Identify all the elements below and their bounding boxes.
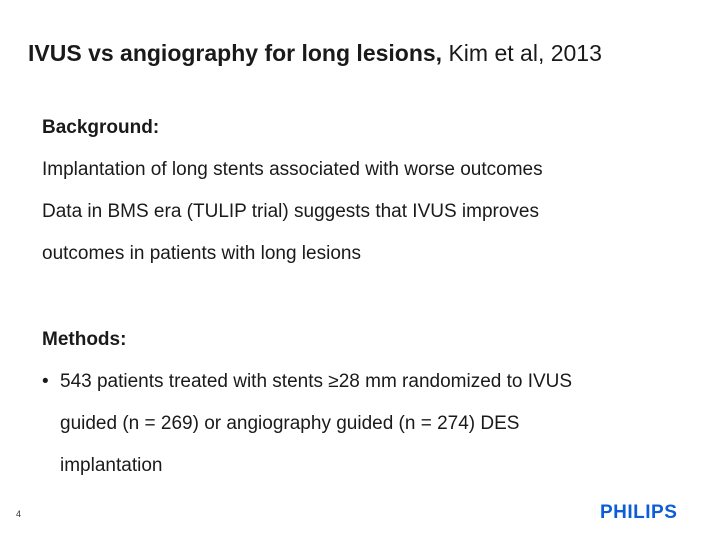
methods-line: implantation <box>60 455 163 476</box>
philips-logo: PHILIPS <box>600 502 678 523</box>
bullet-icon: • <box>42 371 49 392</box>
methods-line: guided (n = 269) or angiography guided (n = 274) DES <box>60 413 520 434</box>
background-line: Implantation of long stents associated with worse outcomes <box>42 159 543 180</box>
background-line: outcomes in patients with long lesions <box>42 243 361 264</box>
methods-line: 543 patients treated with stents ≥28 mm randomized to IVUS <box>60 371 573 392</box>
background-line: Data in BMS era (TULIP trial) suggests that IVUS improves <box>42 201 539 222</box>
slide-content <box>42 112 702 492</box>
slide-title-bold: IVUS vs angiography for long lesions, <box>28 40 443 66</box>
slide-title-citation: Kim et al, 2013 <box>442 40 602 66</box>
page-number: 4 <box>16 509 22 519</box>
section-spacer <box>42 280 702 324</box>
methods-heading: Methods: <box>42 329 127 350</box>
background-heading: Background: <box>42 117 160 138</box>
slide-title <box>28 38 708 68</box>
methods-bullet-item <box>42 366 702 408</box>
